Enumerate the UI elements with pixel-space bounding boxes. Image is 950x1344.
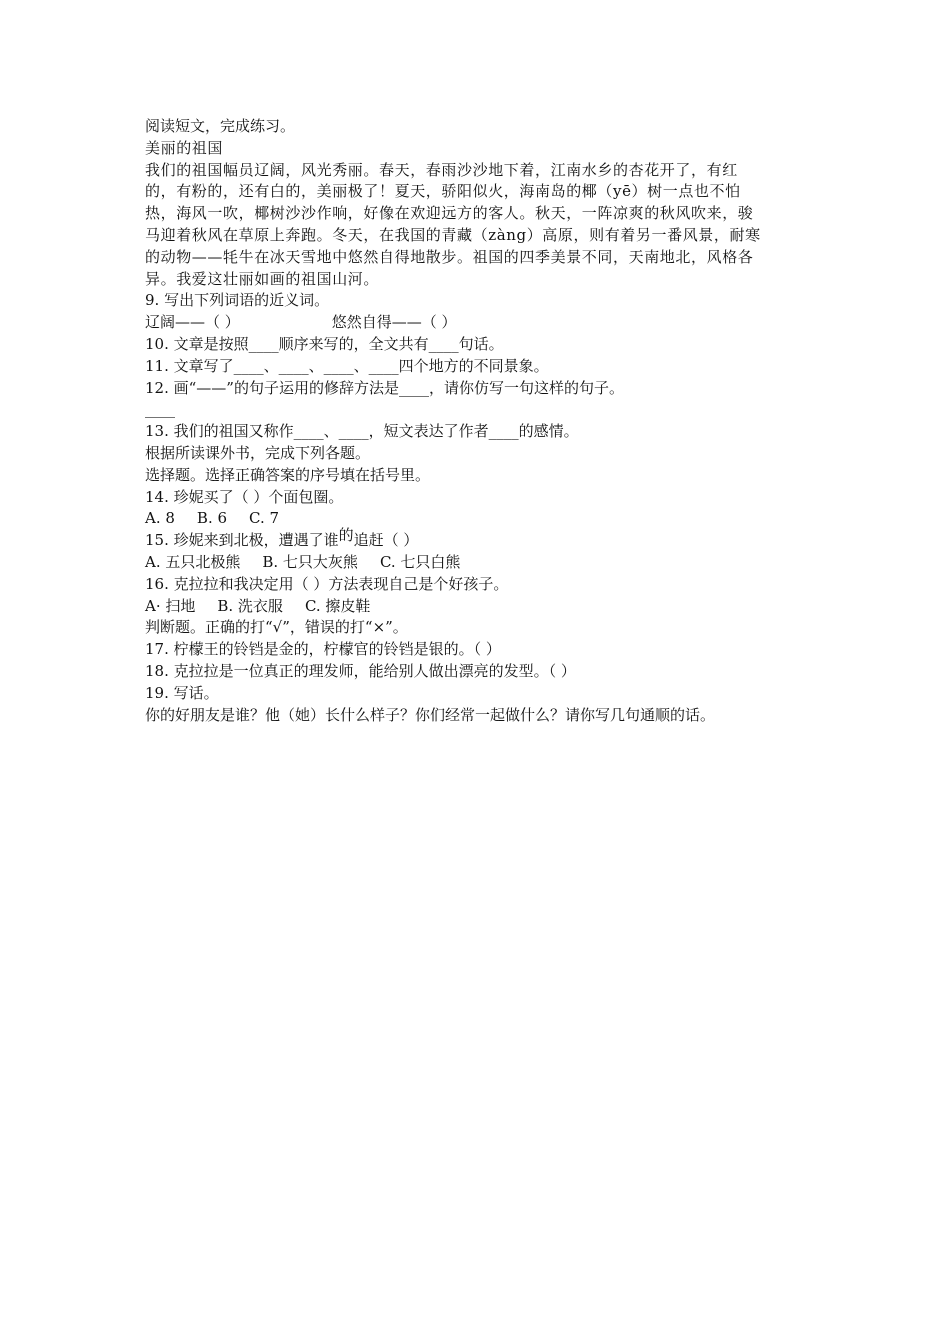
passage-line: 的，有粉的，还有白的，美丽极了！夏天，骄阳似火，海南岛的椰（yē）树一点也不怕: [145, 182, 741, 201]
question-11: 11. 文章写了____、____、____、____四个地方的不同景象。: [145, 356, 549, 375]
passage-line: 热，海风一吹，椰树沙沙作响，好像在欢迎远方的客人。秋天，一阵凉爽的秋风吹来，骏: [145, 204, 754, 223]
option-a: A· 扫地: [145, 596, 196, 615]
question-15-options: [145, 552, 825, 574]
passage-line: 的动物——牦牛在冰天雪地中悠然自得地散步。祖国的四季美景不同，天南地北，风格各: [145, 247, 754, 266]
question-14-stem: 14. 珍妮买了（ ）个面包圈。: [145, 487, 344, 506]
option-a: A. 五只北极熊: [145, 552, 241, 571]
option-b: B. 洗衣服: [217, 596, 283, 615]
option-c: C. 擦皮鞋: [304, 596, 371, 615]
question-9-stem: 9. 写出下列词语的近义词。: [145, 291, 330, 310]
question-18: 18. 克拉拉是一位真正的理发师，能给别人做出漂亮的发型。（ ）: [145, 661, 576, 680]
question-10: 10. 文章是按照____顺序来写的，全文共有____句话。: [145, 334, 504, 353]
reading-passage: [145, 138, 825, 291]
judge-instruction: 判断题。正确的打“√”，错误的打“×”。: [145, 618, 408, 637]
passage-line: 马迎着秋风在草原上奔跑。冬天，在我国的青藏（zàng）高原，则有着另一番风景，耐寒: [145, 225, 761, 244]
option-b: B. 6: [196, 509, 228, 528]
option-c: C. 七只白熊: [379, 552, 461, 571]
passage-line: 我们的祖国幅员辽阔，风光秀丽。春天，春雨沙沙地下着，江南水乡的杏花开了，有红: [145, 160, 738, 179]
question-9-items: [145, 312, 825, 334]
passage-title: 美丽的祖国: [145, 138, 224, 157]
reading-instruction: 阅读短文，完成练习。: [145, 117, 296, 135]
question-12: 12. 画“——”的句子运用的修辞方法是____，请你仿写一句这样的句子。: [145, 378, 624, 397]
question-19-prompt: 你的好朋友是谁？他（她）长什么样子？你们经常一起做什么？请你写几句通顺的话。: [145, 705, 716, 724]
option-b: B. 七只大灰熊: [262, 552, 358, 571]
choice-instruction: 选择题。选择正确答案的序号填在括号里。: [145, 465, 431, 484]
passage-line: 异。我爱这壮丽如画的祖国山河。: [145, 269, 380, 288]
question-19: 19. 写话。: [145, 683, 219, 702]
question-9-item-left: 辽阔——（ ）: [145, 313, 240, 332]
section-2-instruction: 根据所读课外书，完成下列各题。: [145, 443, 371, 462]
question-16-stem: 16. 克拉拉和我决定用（ ）方法表现自己是个好孩子。: [145, 574, 509, 593]
question-12-answer-line: ____: [145, 400, 175, 419]
question-14-options: [145, 508, 825, 530]
question-16-options: [145, 596, 825, 618]
option-c: C. 7: [249, 509, 280, 528]
question-17: 17. 柠檬王的铃铛是金的，柠檬官的铃铛是银的。（ ）: [145, 640, 501, 659]
question-13: 13. 我们的祖国又称作____、____，短文表达了作者____的感情。: [145, 422, 579, 441]
option-a: A. 8: [145, 509, 175, 528]
question-9-item-right: 悠然自得——（ ）: [331, 313, 457, 332]
question-15-stem: 15. 珍妮来到北极，遭遇了谁的追赶（ ）: [145, 526, 419, 550]
worksheet: [145, 116, 825, 726]
